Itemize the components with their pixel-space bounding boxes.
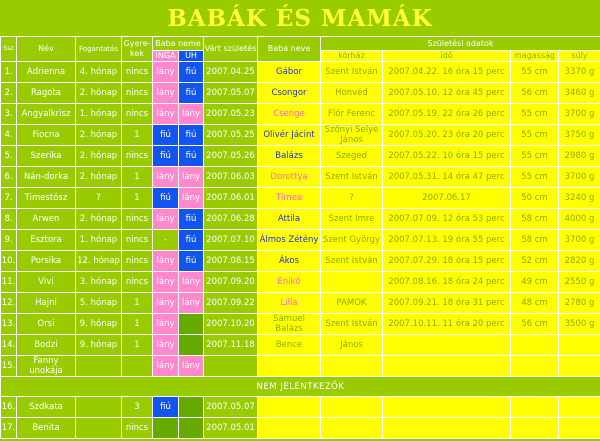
height: 56 cm	[511, 83, 559, 104]
weight: 3700 g	[559, 167, 600, 188]
sex-inga: lány	[153, 335, 179, 356]
sex-inga: fiú	[153, 188, 179, 209]
col-vart-szuletes: Várt születés	[204, 37, 258, 62]
sex-inga: lány	[153, 314, 179, 335]
mother-name: Benita	[17, 418, 76, 439]
hospital: Honvéd	[321, 83, 383, 104]
sex-inga: fiú	[153, 146, 179, 167]
sex-inga: lány	[153, 62, 179, 83]
sex-uh: fiú	[179, 251, 204, 272]
expected-birth: 2007.06.28	[204, 209, 258, 230]
expected-birth: 2007.06.03	[204, 167, 258, 188]
birth-time: 2007.10.11. 11 óra 20 perc	[383, 314, 511, 335]
birth-time: 2007.07.13. 19 óra 55 perc	[383, 230, 511, 251]
sex-uh: lány	[179, 167, 204, 188]
expected-birth: 2007.05.23	[204, 104, 258, 125]
children-count: nincs	[122, 209, 153, 230]
children-count: nincs	[122, 62, 153, 83]
sex-uh: fiú	[179, 83, 204, 104]
height: 55 cm	[511, 125, 559, 146]
babies-table	[0, 36, 600, 439]
col-magassag: magasság	[511, 51, 559, 62]
mother-name: Esztora	[17, 230, 76, 251]
sex-inga: lány	[153, 83, 179, 104]
height	[511, 397, 559, 418]
conception-month: 9. hónap	[76, 335, 122, 356]
baby-name	[258, 356, 321, 377]
baby-name: Sámuel Balázs	[258, 314, 321, 335]
height: 52 cm	[511, 251, 559, 272]
height	[511, 335, 559, 356]
hospital	[321, 418, 383, 439]
conception-month: 2. hónap	[76, 83, 122, 104]
expected-birth	[204, 356, 258, 377]
children-count: nincs	[122, 230, 153, 251]
table-body	[1, 62, 600, 377]
mother-name: Nán-dorka	[17, 167, 76, 188]
mother-name: Orsi	[17, 314, 76, 335]
table-row	[1, 188, 600, 209]
conception-month: 1. hónap	[76, 104, 122, 125]
mother-name: Hajni	[17, 293, 76, 314]
birth-time: 2007.06.17	[383, 188, 511, 209]
weight: 3370 g	[559, 62, 600, 83]
sex-inga: fiú	[153, 397, 179, 418]
hospital: PAMOK	[321, 293, 383, 314]
sex-uh: fiú	[179, 209, 204, 230]
children-count: 3	[122, 397, 153, 418]
baby-name: Álmos Zétény	[258, 230, 321, 251]
hospital: Szent Imre	[321, 209, 383, 230]
children-count	[122, 356, 153, 377]
conception-month: 1. hónap	[76, 230, 122, 251]
col-gyerekek: Gyere-kek	[122, 37, 153, 62]
baby-name: Tímea	[258, 188, 321, 209]
col-baba-neve: Baba neve	[258, 37, 321, 62]
conception-month: 2. hónap	[76, 125, 122, 146]
row-number: 8.	[1, 209, 17, 230]
birth-time: 2007.05.19. 22 óra 26 perc	[383, 104, 511, 125]
expected-birth: 2007.06.01	[204, 188, 258, 209]
col-inga: INGA	[153, 51, 179, 62]
weight: 3460 g	[559, 83, 600, 104]
children-count: nincs	[122, 83, 153, 104]
row-number: 12.	[1, 293, 17, 314]
children-count: 1	[122, 188, 153, 209]
birth-time: 2007.08.16. 18 óra 24 perc	[383, 272, 511, 293]
expected-birth: 2007.10.20	[204, 314, 258, 335]
col-nev: Név	[17, 37, 76, 62]
table-row	[1, 335, 600, 356]
sex-inga	[153, 418, 179, 439]
baby-name: Dorottya	[258, 167, 321, 188]
sex-inga: lány	[153, 356, 179, 377]
baby-name: Csenge	[258, 104, 321, 125]
children-count: 1	[122, 125, 153, 146]
conception-month: 12. hónap	[76, 251, 122, 272]
table-body-nonresponders	[1, 397, 600, 439]
separator-nem-jelentkezok: NEM JELENTKEZŐK	[1, 377, 600, 397]
hospital: Szent István	[321, 62, 383, 83]
table-row	[1, 293, 600, 314]
row-number: 1.	[1, 62, 17, 83]
birth-time: 2007.04.22. 16 óra 15 perc	[383, 62, 511, 83]
birth-time: 2007.07.09. 12 óra 53 perc	[383, 209, 511, 230]
hospital: Szent István	[321, 167, 383, 188]
expected-birth: 2007.05.07	[204, 83, 258, 104]
table-row	[1, 272, 600, 293]
sex-uh	[179, 335, 204, 356]
baby-name	[258, 418, 321, 439]
sex-uh: lány	[179, 272, 204, 293]
mother-name: Ragota	[17, 83, 76, 104]
baby-name: Olivér Jácint	[258, 125, 321, 146]
expected-birth: 2007.05.25	[204, 125, 258, 146]
height	[511, 418, 559, 439]
table-row	[1, 418, 600, 439]
conception-month: 9. hónap	[76, 314, 122, 335]
children-count: 1	[122, 335, 153, 356]
sex-inga: -	[153, 230, 179, 251]
table-row	[1, 314, 600, 335]
sex-uh: lány	[179, 188, 204, 209]
row-number: 5.	[1, 146, 17, 167]
row-number: 3.	[1, 104, 17, 125]
height: 58 cm	[511, 230, 559, 251]
expected-birth: 2007.09.22	[204, 293, 258, 314]
sex-uh	[179, 418, 204, 439]
mother-name: Porsika	[17, 251, 76, 272]
height: 55 cm	[511, 167, 559, 188]
sex-inga: lány	[153, 167, 179, 188]
height: 55 cm	[511, 62, 559, 83]
table-row	[1, 83, 600, 104]
mother-name: Fiocna	[17, 125, 76, 146]
baby-name: Enikő	[258, 272, 321, 293]
table-row	[1, 251, 600, 272]
expected-birth: 2007.11.18	[204, 335, 258, 356]
row-number: 7.	[1, 188, 17, 209]
conception-month: 2. hónap	[76, 167, 122, 188]
children-count: nincs	[122, 251, 153, 272]
mother-name: Fanny unokája	[17, 356, 76, 377]
row-number: 13.	[1, 314, 17, 335]
conception-month	[76, 356, 122, 377]
baby-name: Lilla	[258, 293, 321, 314]
height: 55 cm	[511, 104, 559, 125]
hospital: Flór Ferenc	[321, 104, 383, 125]
weight	[559, 335, 600, 356]
birth-time: 2007.05.31. 14 óra 47 perc	[383, 167, 511, 188]
conception-month: 3. hónap	[76, 272, 122, 293]
sex-uh	[179, 314, 204, 335]
weight: 3700 g	[559, 230, 600, 251]
hospital: János	[321, 335, 383, 356]
weight: 2780 g	[559, 293, 600, 314]
baby-name: Ákos	[258, 251, 321, 272]
expected-birth: 2007.05.26	[204, 146, 258, 167]
separator-section	[1, 377, 600, 397]
baby-name: Balázs	[258, 146, 321, 167]
mother-name: Szdkata	[17, 397, 76, 418]
sex-inga: fiú	[153, 125, 179, 146]
birth-time	[383, 397, 511, 418]
weight: 3700 g	[559, 104, 600, 125]
sex-uh: lány	[179, 293, 204, 314]
row-number: 11.	[1, 272, 17, 293]
baby-name	[258, 397, 321, 418]
row-number: 16.	[1, 397, 17, 418]
height: 55 cm	[511, 146, 559, 167]
sex-uh: fiú	[179, 146, 204, 167]
hospital	[321, 356, 383, 377]
table-row	[1, 146, 600, 167]
col-ssz: Ssz	[1, 37, 17, 62]
weight: 2550 g	[559, 272, 600, 293]
children-count: nincs	[122, 104, 153, 125]
table-row	[1, 230, 600, 251]
col-baba-neme: Baba neme	[153, 37, 204, 51]
children-count: nincs	[122, 272, 153, 293]
conception-month: ?	[76, 188, 122, 209]
height: 58 cm	[511, 209, 559, 230]
table-row	[1, 356, 600, 377]
sex-uh: lány	[179, 104, 204, 125]
col-uh: UH	[179, 51, 204, 62]
children-count: 1	[122, 167, 153, 188]
expected-birth: 2007.05.07	[204, 397, 258, 418]
conception-month: 5. hónap	[76, 293, 122, 314]
baby-name: Csongor	[258, 83, 321, 104]
children-count: 1	[122, 314, 153, 335]
table-row	[1, 397, 600, 418]
conception-month	[76, 418, 122, 439]
table-row	[1, 125, 600, 146]
birth-time	[383, 418, 511, 439]
sex-inga: lány	[153, 293, 179, 314]
hospital	[321, 272, 383, 293]
sex-inga: lány	[153, 209, 179, 230]
mother-name: Vivi	[17, 272, 76, 293]
sex-inga: lány	[153, 272, 179, 293]
hospital: ?	[321, 188, 383, 209]
expected-birth: 2007.05.01	[204, 418, 258, 439]
baby-name: Gábor	[258, 62, 321, 83]
hospital: Szeged	[321, 146, 383, 167]
weight: 2820 g	[559, 251, 600, 272]
mother-name: Bodzi	[17, 335, 76, 356]
birth-time	[383, 356, 511, 377]
weight	[559, 397, 600, 418]
sex-inga: lány	[153, 104, 179, 125]
children-count: nincs	[122, 146, 153, 167]
page-title: BABÁK ÉS MAMÁK	[167, 5, 433, 32]
row-number: 14.	[1, 335, 17, 356]
table-row	[1, 167, 600, 188]
row-number: 4.	[1, 125, 17, 146]
sex-uh: fiú	[179, 230, 204, 251]
table-row	[1, 104, 600, 125]
expected-birth: 2007.07.10	[204, 230, 258, 251]
hospital: Szőnyi Selye János	[321, 125, 383, 146]
row-number: 10.	[1, 251, 17, 272]
table-row	[1, 62, 600, 83]
hospital: Szent István	[321, 251, 383, 272]
children-count: 1	[122, 293, 153, 314]
birth-time	[383, 335, 511, 356]
hospital: Szent István	[321, 314, 383, 335]
height: 48 cm	[511, 293, 559, 314]
expected-birth: 2007.09.20	[204, 272, 258, 293]
sex-uh: lány	[179, 356, 204, 377]
col-korhaz: kórház	[321, 51, 383, 62]
height: 49 cm	[511, 272, 559, 293]
hospital: Szent György	[321, 230, 383, 251]
hospital	[321, 397, 383, 418]
table-header	[1, 37, 600, 62]
col-fogantatas: Fogantatás	[76, 37, 122, 62]
sex-uh	[179, 397, 204, 418]
sex-uh: fiú	[179, 62, 204, 83]
birth-time: 2007.05.22. 10 óra 15 perc	[383, 146, 511, 167]
baby-name: Attila	[258, 209, 321, 230]
birth-time: 2007.07.29. 18 óra 15 perc	[383, 251, 511, 272]
col-szuletesi-adatok: Születési adatok	[321, 37, 600, 51]
row-number: 17.	[1, 418, 17, 439]
row-number: 9.	[1, 230, 17, 251]
height	[511, 356, 559, 377]
weight: 3500 g	[559, 314, 600, 335]
conception-month: 4. hónap	[76, 62, 122, 83]
children-count: nincs	[122, 418, 153, 439]
col-suly: súly	[559, 51, 600, 62]
birth-time: 2007.05.20. 23 óra 20 perc	[383, 125, 511, 146]
weight: 3750 g	[559, 125, 600, 146]
weight	[559, 356, 600, 377]
mother-name: Timestósz	[17, 188, 76, 209]
sex-uh: fiú	[179, 125, 204, 146]
mother-name: Arwen	[17, 209, 76, 230]
weight	[559, 418, 600, 439]
row-number: 15.	[1, 356, 17, 377]
mother-name: Szerika	[17, 146, 76, 167]
sex-inga: lány	[153, 251, 179, 272]
weight: 2980 g	[559, 146, 600, 167]
conception-month: 2. hónap	[76, 209, 122, 230]
conception-month	[76, 397, 122, 418]
expected-birth: 2007.04.25	[204, 62, 258, 83]
row-number: 2.	[1, 83, 17, 104]
baby-name: Bence	[258, 335, 321, 356]
row-number: 6.	[1, 167, 17, 188]
weight: 4000 g	[559, 209, 600, 230]
height: 56 cm	[511, 314, 559, 335]
height: 50 cm	[511, 188, 559, 209]
weight: 3240 g	[559, 188, 600, 209]
col-ido: idő	[383, 51, 511, 62]
expected-birth: 2007.08.15	[204, 251, 258, 272]
conception-month: 2. hónap	[76, 146, 122, 167]
table-row	[1, 209, 600, 230]
birth-time: 2007.05.10. 12 óra 45 perc	[383, 83, 511, 104]
birth-time: 2007.09.21. 18 óra 31 perc	[383, 293, 511, 314]
mother-name: Angyalkrisz	[17, 104, 76, 125]
mother-name: Adrienna	[17, 62, 76, 83]
